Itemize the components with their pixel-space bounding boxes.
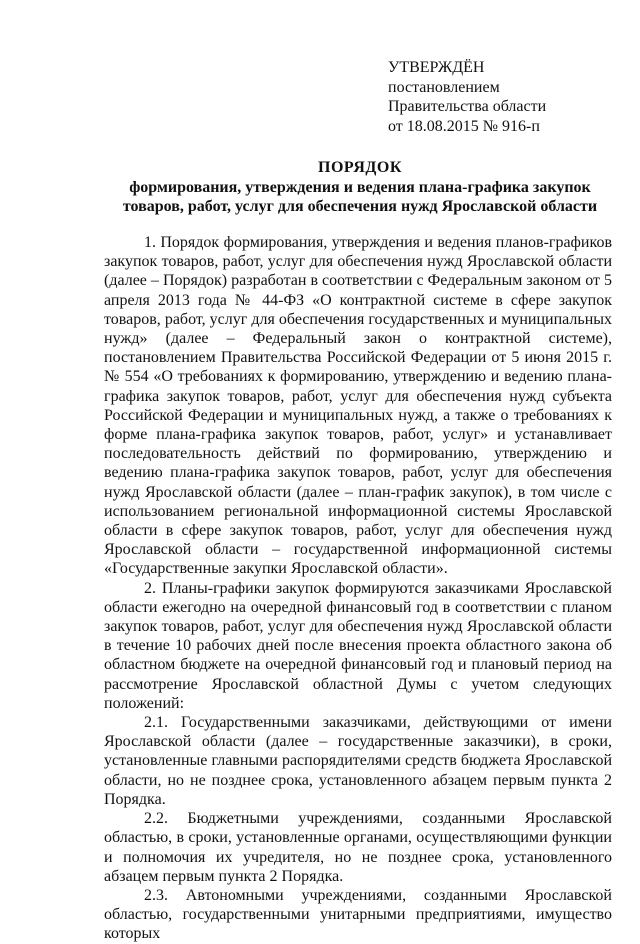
paragraph-2-3: 2.3. Автономными учреждениями, созданными Ярославской областью, государственными унитарными предприятиями, имущество которых [104,886,612,943]
approval-line-3: Правительства области [388,98,547,115]
title-subtitle: формирования, утверждения и ведения плана-графика закупок товаров, работ, услуг для обеспечения нужд Ярославской области [122,178,598,215]
title-heading: ПОРЯДОК [318,159,402,176]
approval-line-4: от 18.08.2015 № 916-п [388,117,540,135]
approval-stamp [388,58,546,136]
approval-line-2: постановлением [388,78,500,96]
paragraph-2-1: 2.1. Государственными заказчиками, действующими от имени Ярославской области (далее – государственные заказчики), в сроки, установленные главными распорядителями средств бюджета Ярославской области, но не позднее срока, установленного абзацем первым пункта 2 Порядка. [104,714,612,808]
approval-line-1: УТВЕРЖДЁН [388,59,485,76]
paragraph-1: 1. Порядок формирования, утверждения и ведения планов-графиков закупок товаров, работ, услуг для обеспечения нужд Ярославской области (далее – Порядок) разработан в соответствии с Федеральным законом от 5 апреля 2013 года № 44-ФЗ «О контрактной системе в сфере закупок товаров, работ, услуг для обеспечения государственных и муниципальных нужд» (далее – Федеральный закон о контрактной системе), постановлением Правительства Российской Федерации от 5 июня 2015 г. № 554 «О требованиях к формированию, утверждению и ведению плана-графика закупок товаров, работ, услуг для обеспечения нужд субъекта Российской Федерации и муниципальных нужд, а также о требованиях к форме плана-графика закупок товаров, работ, услуг» и устанавливает последовательность действий по формированию, утверждению и ведению плана-графика закупок товаров, работ, услуг для обеспечения нужд Ярославской области (далее – план-график закупок), в том числе с использованием региональной информационной системы Ярославской области в сфере закупок товаров, работ, услуг для обеспечения нужд Ярославской области – государственной информационной системы «Государственные закупки Ярославской области». [104,234,612,578]
document-title [100,158,620,217]
paragraph-2: 2. Планы-графики закупок формируются заказчиками Ярославской области ежегодно на очередной финансовый год в соответствии с планом закупок товаров, работ, услуг для обеспечения нужд Ярославской области в течение 10 рабочих дней после внесения проекта областного закона об областном бюджете на очередной финансовый год и плановый период на рассмотрение Ярославской областной Думы с учетом следующих положений: [104,579,612,712]
document-body [104,233,612,944]
paragraph-2-2: 2.2. Бюджетными учреждениями, созданными Ярославской областью, в сроки, установленные органами, осуществляющими функции и полномочия их учредителя, но не позднее срока, установленного абзацем первым пункта 2 Порядка. [104,810,612,885]
